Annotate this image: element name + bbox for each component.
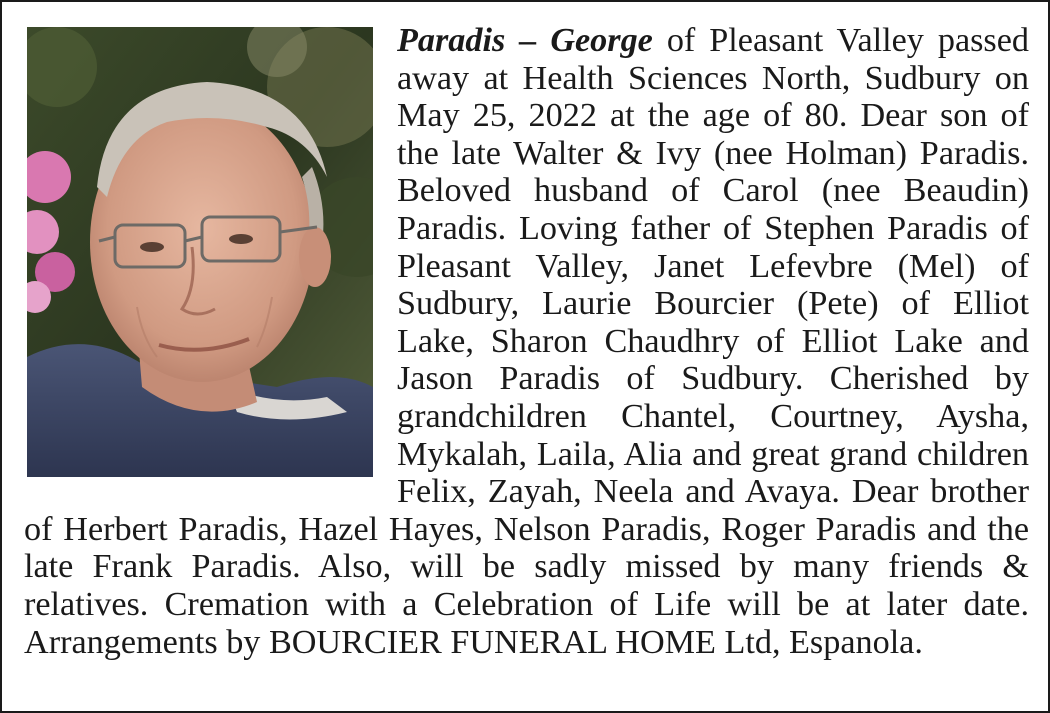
obituary-content [24, 22, 1029, 661]
obituary-body: of Pleasant Valley passed away at Health Sciences North, Sudbury on May 25, 2022 at the age of 80. Dear son of the late Walter & Ivy (nee Holman) Paradis. Beloved husband of Carol (nee Beaudin) Paradis. Loving father of Stephen Paradis of Pleasant Valley, Janet Lefevbre (Mel) of Sudbury, Laurie Bourcier (Pete) of Elliot Lake, Sharon Chaudhry of Elliot Lake and Jason Paradis of Sudbury. Cherished by grandchildren Chantel, Courtney, Aysha, Mykalah, Laila, Alia and great grand children Felix, Zayah, Neela and Avaya. Dear brother of Herbert Paradis, Hazel Hayes, Nelson Paradis, Roger Paradis and the late Frank Paradis. Also, will be sadly missed by many friends & relatives. Cremation with a Celebration of Life will be at later date. Arrangements by BOURCIER FUNERAL HOME Ltd, Espanola. [24, 22, 1029, 661]
name-dash: – [505, 22, 551, 59]
portrait-image [27, 27, 373, 477]
deceased-surname: Paradis [397, 22, 506, 59]
portrait-photo [27, 27, 373, 477]
deceased-given-name: George [550, 22, 653, 59]
